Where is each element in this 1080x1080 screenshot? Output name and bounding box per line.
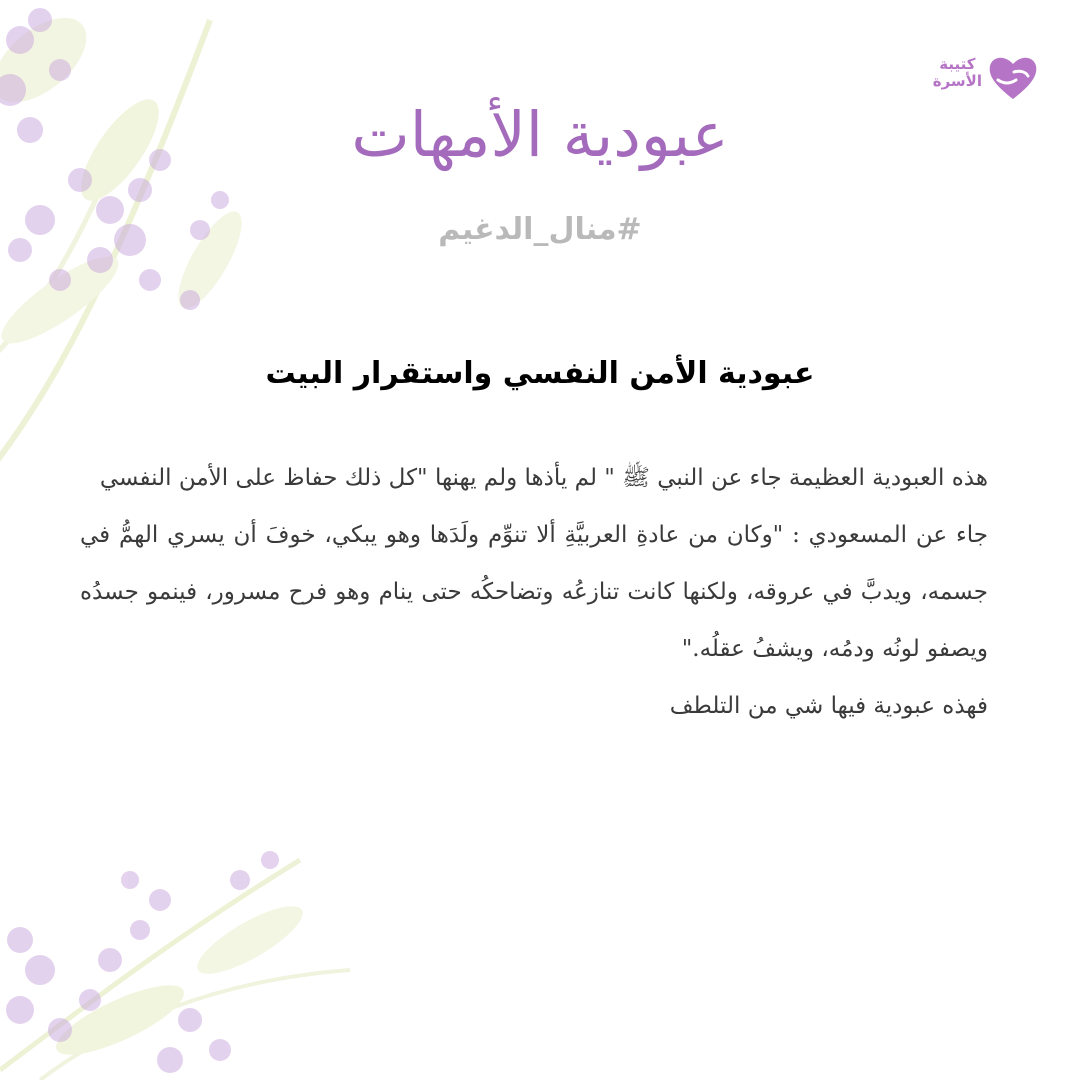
paragraph: هذه العبودية العظيمة جاء عن النبي ﷺ " لم يأذها ولم يهنها "كل ذلك حفاظ على الأمن النفسي (99, 465, 988, 491)
paragraph: فهذه عبودية فيها شي من التلطف (669, 693, 988, 719)
logo-line-2: الأسرة (932, 72, 982, 90)
lavender-decoration-bottom (0, 820, 360, 1080)
logo-text (933, 56, 982, 90)
section-heading: عبودية الأمن النفسي واستقرار البيت (265, 356, 815, 391)
heart-hands-icon (986, 54, 1040, 102)
body-text (80, 450, 988, 735)
page-title: عبودية الأمهات (351, 98, 729, 171)
logo-line-1: كتيبة (939, 55, 976, 73)
paragraph: جاء عن المسعودي : "وكان من عادةِ العربيَّةِ ألا تنوِّم ولَدَها وهو يبكي، خوفَ أن يسري الهمُّ في جسمه، ويدبَّ في عروقه، ولكنها كانت تنازعُه وتضاحكُه حتى ينام وهو فرح مسرور، فينمو جسدُه ويصفو لونُه ودمُه، ويشفُ عقلُه." (80, 522, 988, 662)
author-hashtag: #منال_الدغيم (438, 212, 642, 247)
lavender-decoration-top (0, 0, 300, 520)
